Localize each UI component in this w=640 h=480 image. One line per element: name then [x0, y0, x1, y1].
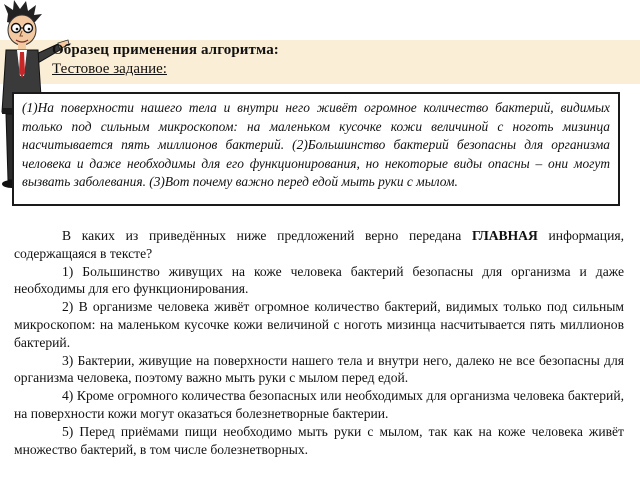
answer-option-2: 2) В организме человека живёт огромное количество бактерий, видимых только под сильным микроскопом: на маленьком кусочке кожи величиной с ноготь мизинца насчитывается пять миллионов бактерий.	[14, 299, 624, 350]
source-text: (1)На поверхности нашего тела и внутри него живёт огромное количество бактерий, видимых только под сильным микроскопом: на маленьком кусочке кожи величиной с ноготь мизинца насчитывается пять миллионов бактерий. (2)Большинство бактерий безопасны для организма человека и даже необходимы для его функционирования, но некоторые виды опасны – они могут вызвать заболевания. (3)Вот почему важно перед едой мыть руки с мылом.	[22, 100, 610, 190]
top-band	[0, 0, 640, 42]
answer-option-5: 5) Перед приёмами пищи необходимо мыть руки с мылом, так как на коже человека живёт множество бактерий, в том числе болезнетворных.	[14, 423, 624, 457]
page-subtitle: Тестовое задание:	[52, 61, 167, 77]
answer-option-4: 4) Кроме огромного количества безопасных или необходимых для организма человека бактерий, на поверхности кожи могут оказаться болезнетворные бактерии.	[14, 388, 624, 421]
page-title: Образец применения алгоритма:	[52, 42, 279, 58]
question-block	[14, 227, 624, 458]
question-emphasis: ГЛАВНАЯ	[471, 228, 538, 243]
question-prefix: В каких из приведённых ниже предложений верно передана	[62, 228, 472, 243]
question-suffix: информация, содержащаяся в тексте?	[14, 228, 625, 261]
source-text-box	[12, 92, 620, 206]
question-text	[14, 227, 624, 263]
answer-option-3: 3) Бактерии, живущие на поверхности нашего тела и внутри него, далеко не все безопасны для организма человека, поэтому важно мыть руки с мылом перед едой.	[14, 352, 624, 386]
answer-option-1: 1) Большинство живущих на коже человека бактерий безопасны для организма и даже необходимы для его функционирования.	[14, 263, 624, 297]
